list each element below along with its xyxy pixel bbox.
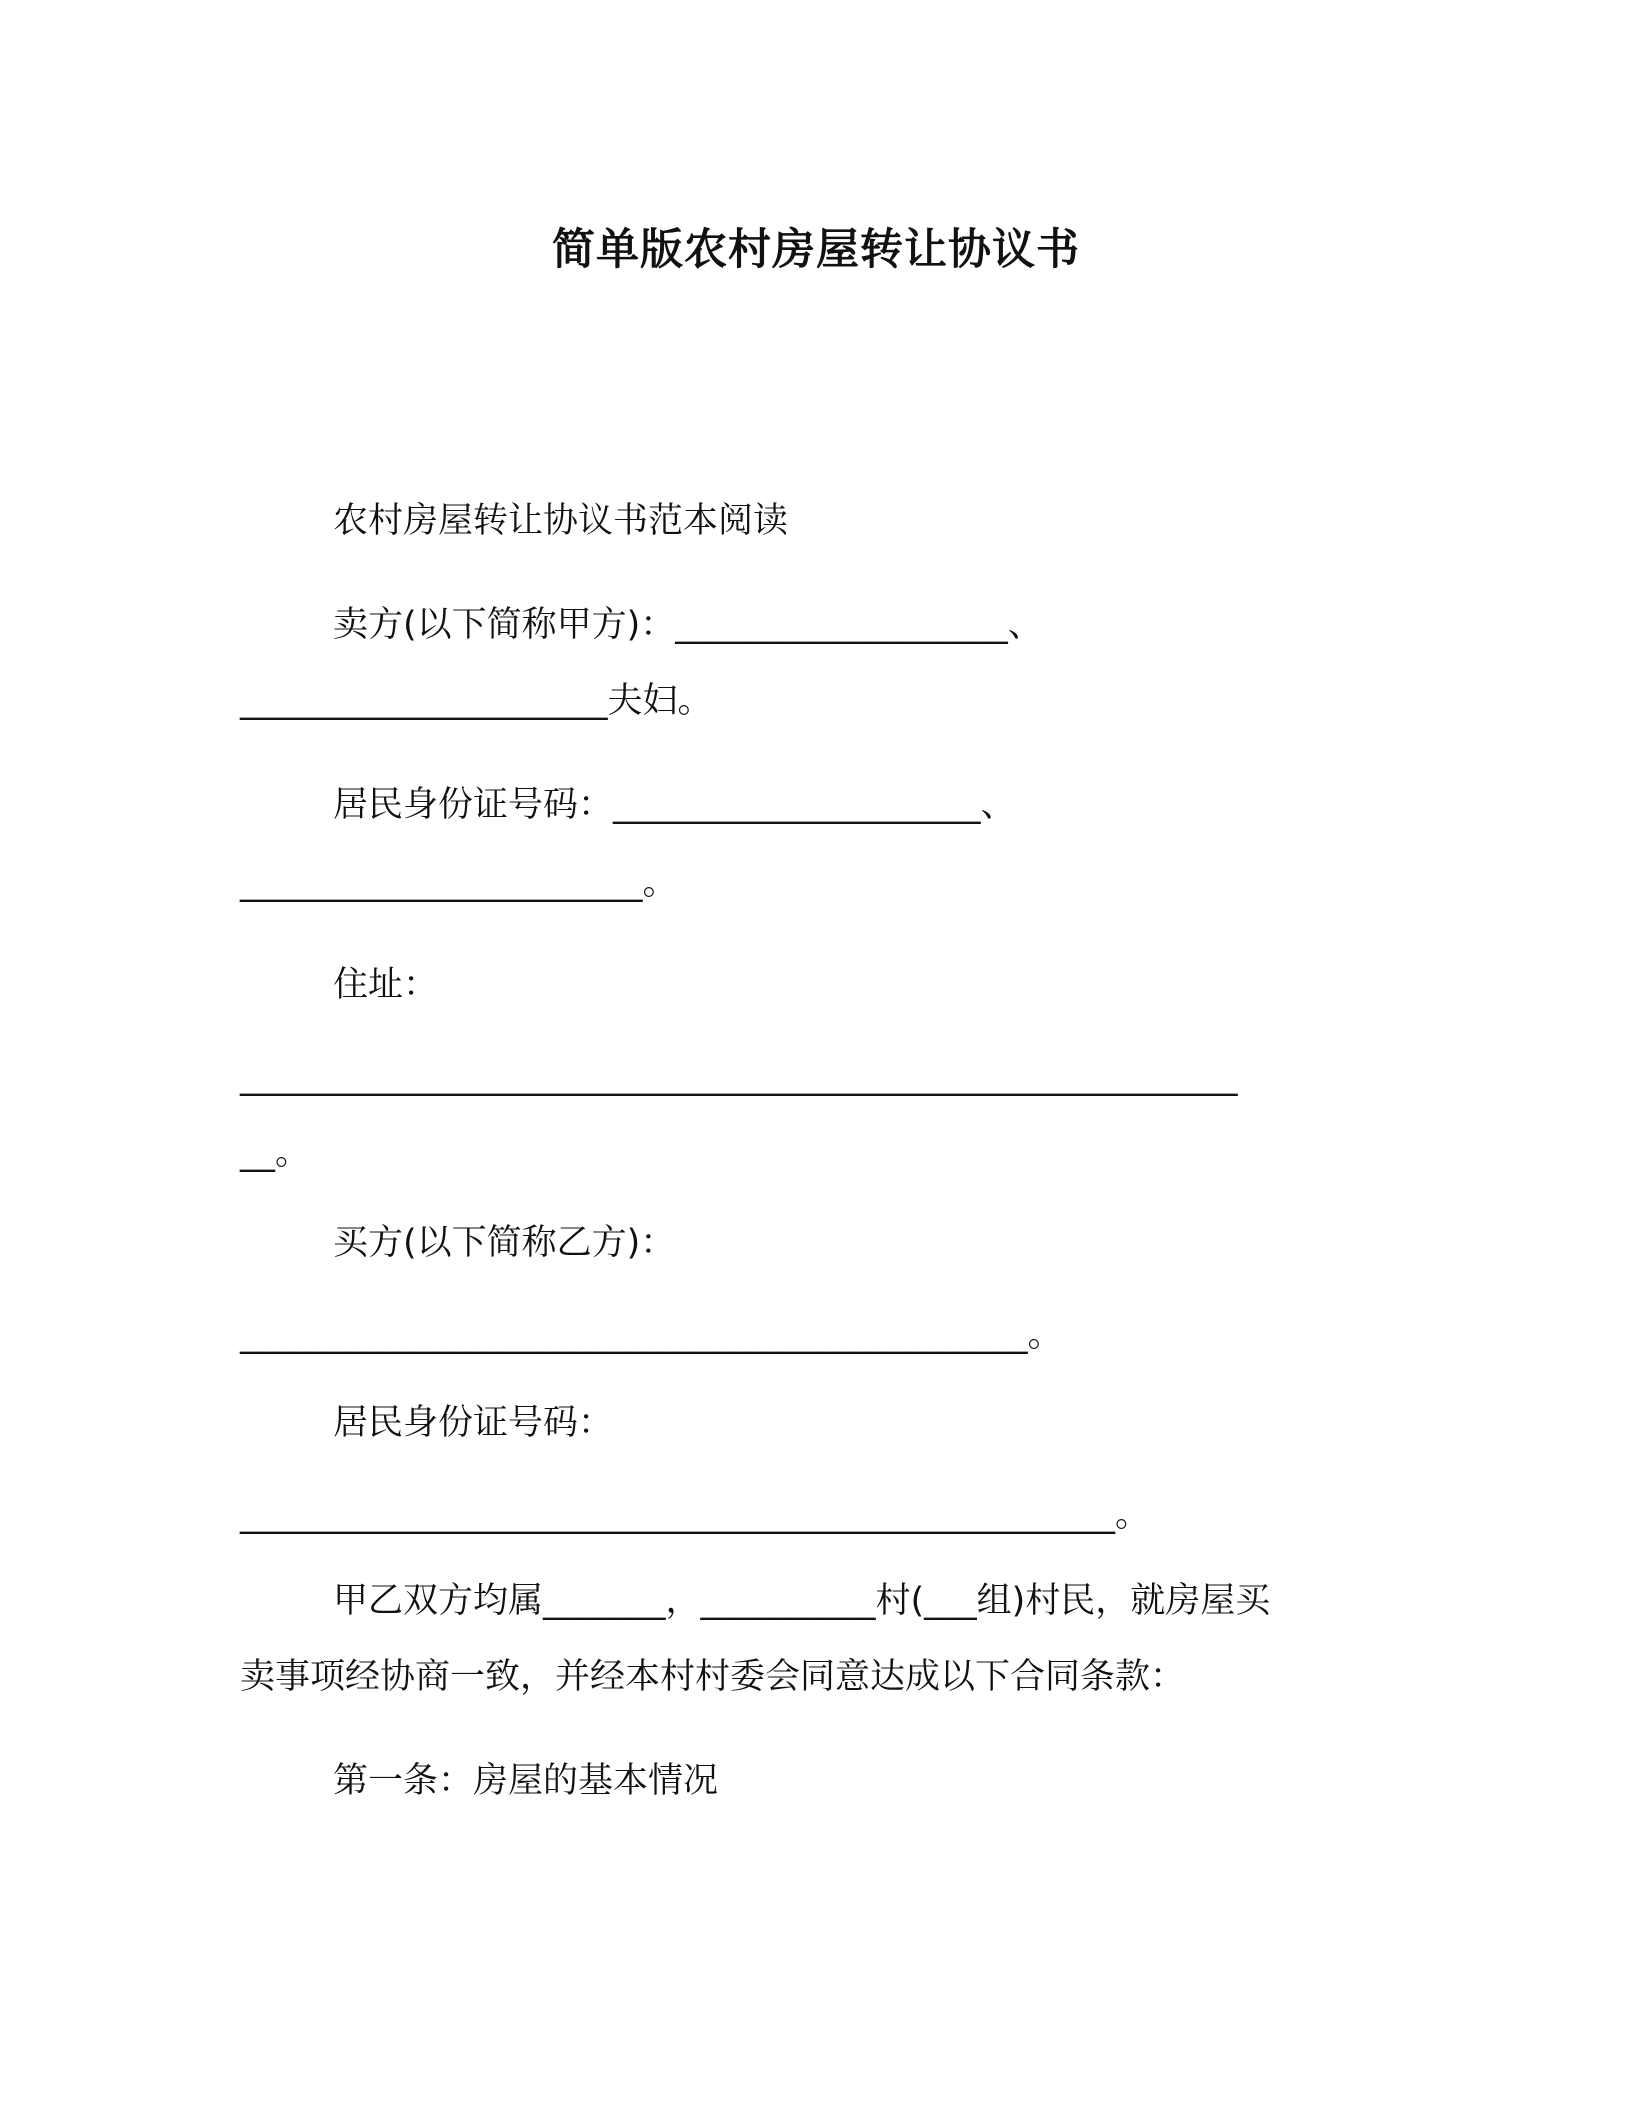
subtitle-line: 农村房屋转让协议书范本阅读 — [333, 501, 789, 541]
article-one-heading: 第一条：房屋的基本情况 — [333, 1761, 719, 1801]
buyer-blank-line: _____________________________________________。 — [240, 1315, 1063, 1355]
address-label-line: 住址： — [333, 965, 439, 1005]
buyer-id-blank-line: __________________________________________________。 — [240, 1495, 1151, 1535]
seller-id-line: 居民身份证号码：_____________________、 — [333, 785, 1016, 825]
address-blank-end-line: __。 — [240, 1133, 311, 1173]
address-blank-line: _________________________________________________________ — [240, 1057, 1238, 1097]
agreement-line-1: 甲乙双方均属_______，__________村(___组)村民，就房屋买 — [333, 1581, 1271, 1621]
buyer-id-line: 居民身份证号码： — [333, 1403, 614, 1443]
buyer-line: 买方(以下简称乙方)： — [333, 1223, 676, 1263]
agreement-line-2: 卖事项经协商一致，并经本村村委会同意达成以下合同条款： — [240, 1657, 1186, 1697]
seller-id-blank-line: _______________________。 — [240, 863, 678, 903]
seller-spouse-line: _____________________夫妇。 — [240, 681, 713, 721]
document-title: 简单版农村房屋转让协议书 — [552, 225, 1080, 275]
seller-line: 卖方(以下简称甲方)：___________________、 — [333, 605, 1043, 645]
